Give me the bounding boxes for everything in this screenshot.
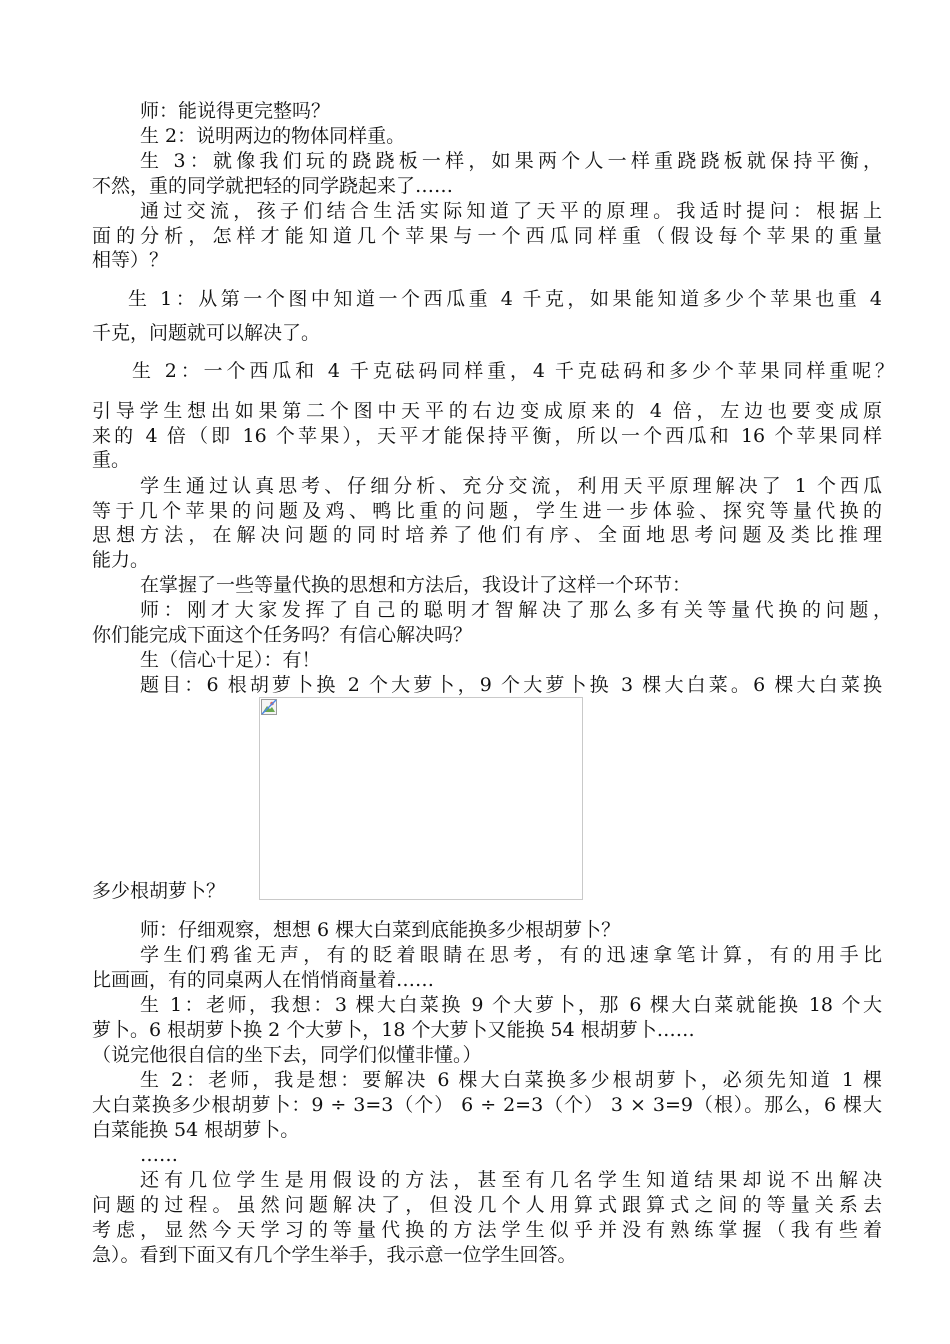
text-line: 师：能说得更完整吗？ <box>140 100 331 122</box>
text-line: 生 3：就像我们玩的跷跷板一样，如果两个人一样重跷跷板就保持平衡， <box>140 150 882 172</box>
text-line: 在掌握了一些等量代换的思想和方法后，我设计了这样一个环节： <box>140 574 692 596</box>
text-line: （说完他很自信的坐下去，同学们似懂非懂。） <box>92 1044 482 1066</box>
text-line: 能力。 <box>92 549 150 571</box>
text-line: 大白菜换多少根胡萝卜：9 ÷ 3=3（个） 6 ÷ 2=3（个） 3 × 3=9（根）。那么，6 棵大 <box>92 1094 882 1116</box>
text-line: 萝卜。6 根胡萝卜换 2 个大萝卜，18 个大萝卜又能换 54 根胡萝卜…… <box>92 1019 695 1041</box>
text-line: 师：刚才大家发挥了自己的聪明才智解决了那么多有关等量代换的问题， <box>140 599 892 621</box>
text-line: 相等）？ <box>92 249 169 271</box>
text-line: 白菜能换 54 根胡萝卜。 <box>92 1119 300 1141</box>
text-line: 学生通过认真思考、仔细分析、充分交流，利用天平原理解决了 1 个西瓜 <box>140 475 882 497</box>
text-line: 学生们鸦雀无声，有的眨着眼睛在思考，有的迅速拿笔计算，有的用手比 <box>140 944 882 966</box>
text-line: 思想方法，在解决问题的同时培养了他们有序、全面地思考问题及类比推理 <box>92 524 882 546</box>
text-line: 生 2：老师，我是想：要解决 6 棵大白菜换多少根胡萝卜，必须先知道 1 棵 <box>140 1069 882 1091</box>
text-line: 等于几个苹果的问题及鸡、鸭比重的问题，学生进一步体验、探究等量代换的 <box>92 500 882 522</box>
text-line: 问题的过程。虽然问题解决了，但没几个人用算式跟算式之间的等量关系去 <box>92 1194 882 1216</box>
text-line: 生（信心十足）：有！ <box>140 649 321 671</box>
text-line: 考虑，显然今天学习的等量代换的方法学生似乎并没有熟练掌握（我有些着 <box>92 1219 882 1241</box>
text-line: 面的分析，怎样才能知道几个苹果与一个西瓜同样重（假设每个苹果的重量 <box>92 225 882 247</box>
text-line: 通过交流，孩子们结合生活实际知道了天平的原理。我适时提问：根据上 <box>140 200 882 222</box>
text-line: 题目：6 根胡萝卜换 2 个大萝卜，9 个大萝卜换 3 棵大白菜。6 棵大白菜换 <box>140 674 882 696</box>
text-line: 多少根胡萝卜？ <box>92 880 226 902</box>
broken-image-icon <box>261 699 277 715</box>
text-line: 师：仔细观察，想想 6 棵大白菜到底能换多少根胡萝卜？ <box>140 919 621 941</box>
text-line: 引导学生想出如果第二个图中天平的右边变成原来的 4 倍，左边也要变成原 <box>92 400 882 422</box>
text-line: 你们能完成下面这个任务吗？有信心解决吗？ <box>92 624 473 646</box>
text-line: 来的 4 倍（即 16 个苹果），天平才能保持平衡，所以一个西瓜和 16 个苹果同样 <box>92 425 882 447</box>
text-line: 生 2：一个西瓜和 4 千克砝码同样重，4 千克砝码和多少个苹果同样重呢？ <box>132 360 894 382</box>
text-line: 急）。看到下面又有几个学生举手，我示意一位学生回答。 <box>92 1244 577 1266</box>
text-line: 生 2：说明两边的物体同样重。 <box>140 125 406 147</box>
text-line: 还有几位学生是用假设的方法，甚至有几名学生知道结果却说不出解决 <box>140 1169 882 1191</box>
text-line: 重。 <box>92 449 131 471</box>
text-line: 比画画，有的同桌两人在悄悄商量着…… <box>92 969 435 991</box>
text-line: …… <box>140 1144 178 1166</box>
text-line: 生 1：从第一个图中知道一个西瓜重 4 千克，如果能知道多少个苹果也重 4 <box>128 288 882 310</box>
text-line: 生 1：老师，我想：3 棵大白菜换 9 个大萝卜，那 6 棵大白菜就能换 18 个大 <box>140 994 882 1016</box>
problem-image-placeholder <box>259 697 583 900</box>
text-line: 不然，重的同学就把轻的同学跷起来了…… <box>92 175 454 197</box>
text-line: 千克，问题就可以解决了。 <box>92 322 321 344</box>
